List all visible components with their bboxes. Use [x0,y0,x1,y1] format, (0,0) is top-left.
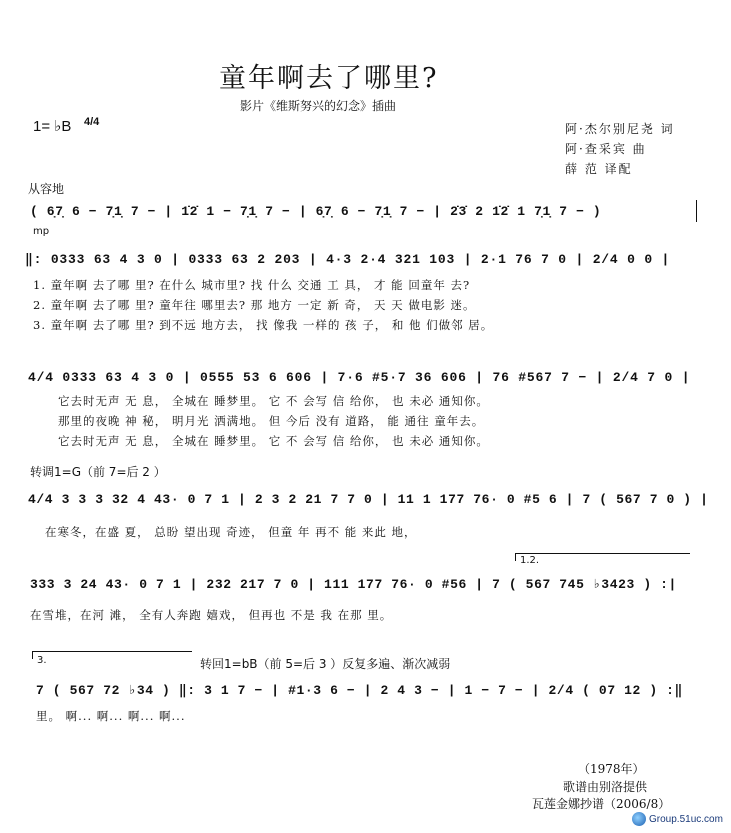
watermark-text: Group.51uc.com [649,813,723,825]
staff2-notes: 4/4 0333 63 4 3 0 | 0555 53 6 606 | 7·6 #5·7 36 606 | 76 #567 7 − | 2/4 7 0 | [28,370,691,385]
staff1-lyric-1: 1. 童年啊 去了哪 里? 在什么 城市里? 找 什么 交通 工 具， 才 能 回童年 去? [33,278,471,292]
volta-bracket-3 [32,651,192,652]
lyricist-credit: 阿·杰尔别尼尧 词 [565,122,675,136]
staff1-notes: ‖: 0333 63 4 3 0 | 0333 63 2 203 | 4·3 2·4 321 103 | 2·1 76 7 0 | 2/4 0 0 | [25,252,671,267]
modulation-g: 转调1=G（前 7=后 2 ） [30,465,166,479]
footer-year: （1978年） [578,762,645,776]
page-title: 童年啊去了哪里? [219,63,439,94]
staff5-lyric: 里。 啊... 啊... 啊... 啊... [36,709,186,723]
time-signature: 4/4 [84,116,100,128]
staff2-lyric-1: 它去时无声 无 息， 全城在 睡梦里。 它 不 会写 信 给你， 也 未必 通知你。 [58,394,489,408]
intro-notes: ( 6̣7̣ 6 − 7̣1̣ 7 − | 1̇2̇ 1 − 7̣1̣ 7 − | 6̣7̣ 6 − 7̣1̣ 7 − | 2̇3̇ 2 1̇2̇ 1 7̣1̣ 7 − ) [30,204,602,219]
volta-bracket-12 [515,553,690,554]
dynamic-marking: mp [33,226,50,237]
volta-bracket-3-left [32,651,33,659]
staff3-lyric: 在寒冬，在盛 夏， 总盼 望出现 奇迹， 但童 年 再不 能 来此 地， [45,525,417,539]
staff3-notes: 4/4 3 3 3 32 4 43· 0 7 1 | 2 3 2 21 7 7 0 | 11 1 177 76· 0 #5 6 | 7 ( 567 7 0 ) | [28,492,709,507]
globe-icon [632,812,646,826]
footer-transcriber: 瓦莲金娜抄谱（2006/8） [532,797,671,811]
tempo-marking: 从容地 [28,182,65,196]
ending-3: 3. [37,655,47,666]
footer-provider: 歌谱由别洛提供 [563,780,648,794]
staff4-lyric: 在雪堆，在河 滩， 全有人奔跑 嬉戏， 但再也 不是 我 在那 里。 [30,608,393,622]
staff2-lyric-2: 那里的夜晚 神 秘， 明月光 洒满地。 但 今后 没有 道路， 能 通往 童年去。 [58,414,485,428]
staff5-notes: 7 ( 567 72 ♭34 ) ‖: 3 1 7 − | #1·3 6 − | 2 4 3 − | 1 − 7 − | 2/4 ( 07 12 ) :‖ [36,683,683,698]
staff4-notes: 333 3 24 43· 0 7 1 | 232 217 7 0 | 111 177 76· 0 #56 | 7 ( 567 745 ♭3423 ) :| [30,577,677,592]
subtitle: 影片《维斯努兴的幻念》插曲 [240,99,397,113]
ending-12: 1.2. [520,555,540,566]
translator-credit: 薛 范 译配 [565,162,633,176]
watermark [632,809,729,829]
staff2-lyric-3: 它去时无声 无 息， 全城在 睡梦里。 它 不 会写 信 给你， 也 未必 通知你。 [58,434,489,448]
modulation-bb: 转回1=bB（前 5=后 3 ）反复多遍、渐次减弱 [200,657,451,671]
staff1-lyric-2: 2. 童年啊 去了哪 里? 童年往 哪里去? 那 地方 一定 新 奇， 天 天 做电影 迷。 [33,298,476,312]
volta-bracket-12-left [515,553,516,561]
barline [696,200,697,222]
key-signature: 1= ♭B [33,118,72,135]
composer-credit: 阿·查采宾 曲 [565,142,647,156]
staff1-lyric-3: 3. 童年啊 去了哪 里? 到不远 地方去， 找 像我 一样的 孩 子， 和 他 们做邻 居。 [33,318,494,332]
